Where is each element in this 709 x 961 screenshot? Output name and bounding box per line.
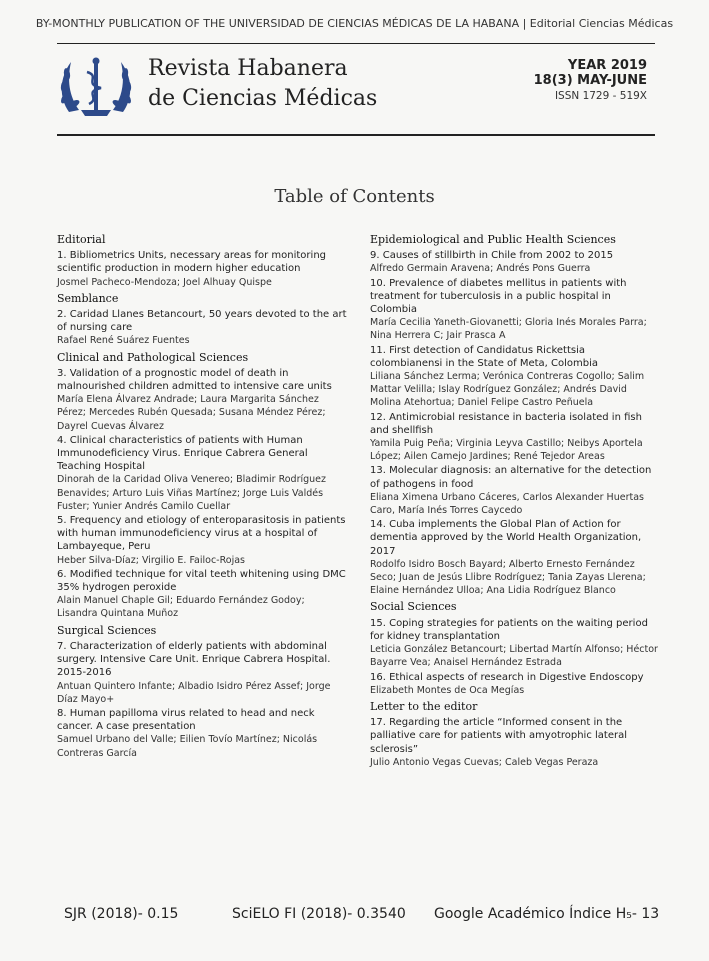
article-authors: María Cecilia Yaneth-Giovanetti; Gloria Inés Morales Parra; Nina Herrera C; Jair Prasca A	[370, 317, 647, 342]
article-authors: Alain Manuel Chaple Gil; Eduardo Fernández Godoy; Lisandra Quintana Muñoz	[57, 595, 305, 620]
article-authors: Josmel Pacheco-Mendoza; Joel Alhuay Quispe	[57, 276, 272, 288]
article-title[interactable]: 12. Antimicrobial resistance in bacteria isolated in fish and shellfish	[370, 411, 642, 436]
laurel-wreath-logo-icon	[57, 54, 135, 120]
article-title[interactable]: 6. Modified technique for vital teeth whitening using DMC 35% hydrogen peroxide	[57, 568, 346, 594]
issue-year: YEAR 2019	[567, 58, 647, 73]
section-heading: Letter to the editor	[370, 699, 478, 713]
article-authors: Dinorah de la Caridad Oliva Venereo; Bladimir Rodríguez Benavides; Arturo Luis Viñas Martínez; Jorge Luis Valdés Fuster; Yunier Andrés Camilo Cuellar	[57, 474, 327, 512]
section-heading: Editorial	[57, 233, 106, 246]
article-title[interactable]: 15. Coping strategies for patients on the waiting period for kidney transplantation	[370, 617, 648, 642]
article-title[interactable]: 13. Molecular diagnosis: an alternative for the detection of pathogens in food	[370, 465, 652, 490]
publication-line: BY-MONTHLY PUBLICATION OF THE UNIVERSIDAD DE CIENCIAS MÉDICAS DE LA HABANA | Editorial Ciencias Médicas	[35, 17, 674, 30]
section-heading: Surgical Sciences	[57, 623, 157, 637]
section-heading: Epidemiological and Public Health Sciences	[370, 233, 616, 246]
article-authors: Heber Silva-Díaz; Virgilio E. Failoc-Rojas	[57, 554, 245, 566]
article-title[interactable]: 9. Causes of stillbirth in Chile from 2002 to 2015	[370, 250, 614, 262]
article-authors: Julio Antonio Vegas Cuevas; Caleb Vegas Peraza	[370, 756, 599, 768]
article-authors: Rafael René Suárez Fuentes	[57, 335, 190, 347]
journal-title-line2: de Ciencias Médicas	[148, 86, 378, 111]
header-rule-bottom	[57, 134, 655, 136]
sjr-metric: SJR (2018)- 0.15	[64, 906, 179, 922]
article-title[interactable]: 7. Characterization of elderly patients with abdominal surgery. Intensive Care Unit. Enrique Cabrera Hospital. 2015-2016	[57, 640, 331, 679]
article-title[interactable]: 2. Caridad Llanes Betancourt, 50 years devoted to the art of nursing care	[57, 309, 347, 334]
article-title[interactable]: 17. Regarding the article “Informed consent in the palliative care for patients with amyotrophic lateral sclerosis”	[370, 717, 628, 755]
issue-info	[534, 58, 647, 102]
section-heading: Social Sciences	[370, 600, 457, 614]
section-heading: Clinical and Pathological Sciences	[57, 350, 249, 364]
article-authors: Rodolfo Isidro Bosch Bayard; Alberto Ernesto Fernández Seco; Juan de Jesús Llibre Rodríguez; Tania Zayas Llerena; Elaine Hernández Ulloa; Ana Lidia Rodríguez Blanco	[370, 558, 646, 597]
article-title[interactable]: 14. Cuba implements the Global Plan of Action for dementia approved by the World Health Organization, 2017	[370, 519, 642, 557]
article-title[interactable]: 4. Clinical characteristics of patients with Human Immunodeficiency Virus. Enrique Cabrera General Teaching Hospital	[57, 434, 308, 473]
article-authors: Liliana Sánchez Lerma; Verónica Contreras Cogollo; Salim Mattar Velilla; Islay Rodríguez González; Andrés David Molina Atehortua; Daniel Felipe Castro Peñuela	[370, 371, 645, 409]
article-title[interactable]: 1. Bibliometrics Units, necessary areas for monitoring scientific production in modern higher education	[57, 250, 326, 275]
article-title[interactable]: 11. First detection of Candidatus Rickettsia colombianensi in the State of Meta, Colombia	[370, 344, 599, 369]
issn: ISSN 1729 - 519X	[554, 90, 647, 102]
article-authors: Samuel Urbano del Valle; Eilien Tovío Martínez; Nicolás Contreras García	[57, 734, 318, 759]
article-authors: María Elena Álvarez Andrade; Laura Margarita Sánchez Pérez; Mercedes Rubén Quesada; Susana Méndez Pérez; Dayrel Cuevas Álvarez	[57, 394, 326, 432]
journal-title-line1: Revista Habanera	[148, 56, 348, 81]
article-authors: Antuan Quintero Infante; Albadio Isidro Pérez Assef; Jorge Díaz Mayo+	[57, 680, 331, 705]
article-authors: Leticia González Betancourt; Libertad Martín Alfonso; Héctor Bayarre Vea; Anaisel Hernández Estrada	[370, 644, 658, 669]
article-title[interactable]: 3. Validation of a prognostic model of death in malnourished children admitted to intensive care units	[57, 367, 332, 393]
scielo-metric: SciELO FI (2018)- 0.3540	[232, 906, 406, 922]
issue-number: 18(3) MAY-JUNE	[533, 73, 647, 88]
google-scholar-metric: Google Académico Índice H₅- 13	[434, 906, 660, 922]
header-rule-top	[57, 43, 655, 44]
toc-left-column	[57, 230, 347, 761]
article-title[interactable]: 16. Ethical aspects of research in Digestive Endoscopy	[370, 671, 644, 683]
article-title[interactable]: 5. Frequency and etiology of enteroparasitosis in patients with human immunodeficiency virus at a hospital of Lambayeque, Peru	[57, 515, 346, 553]
article-authors: Elizabeth Montes de Oca Megías	[370, 684, 525, 696]
journal-title	[148, 54, 377, 114]
article-authors: Yamila Puig Peña; Virginia Leyva Castillo; Neibys Aportela López; Ailen Camejo Jardines; René Tejedor Areas	[370, 438, 643, 463]
article-title[interactable]: 8. Human papilloma virus related to head and neck cancer. A case presentation	[57, 707, 315, 733]
toc-title: Table of Contents	[274, 186, 435, 207]
article-authors: Alfredo Germain Aravena; Andrés Pons Guerra	[370, 263, 591, 275]
toc-right-column	[370, 230, 658, 770]
section-heading: Semblance	[57, 291, 119, 305]
article-authors: Eliana Ximena Urbano Cáceres, Carlos Alexander Huertas Caro, María Inés Torres Caycedo	[370, 491, 644, 517]
article-title[interactable]: 10. Prevalence of diabetes mellitus in patients with treatment for tuberculosis in a public hospital in Colombia	[370, 277, 627, 316]
